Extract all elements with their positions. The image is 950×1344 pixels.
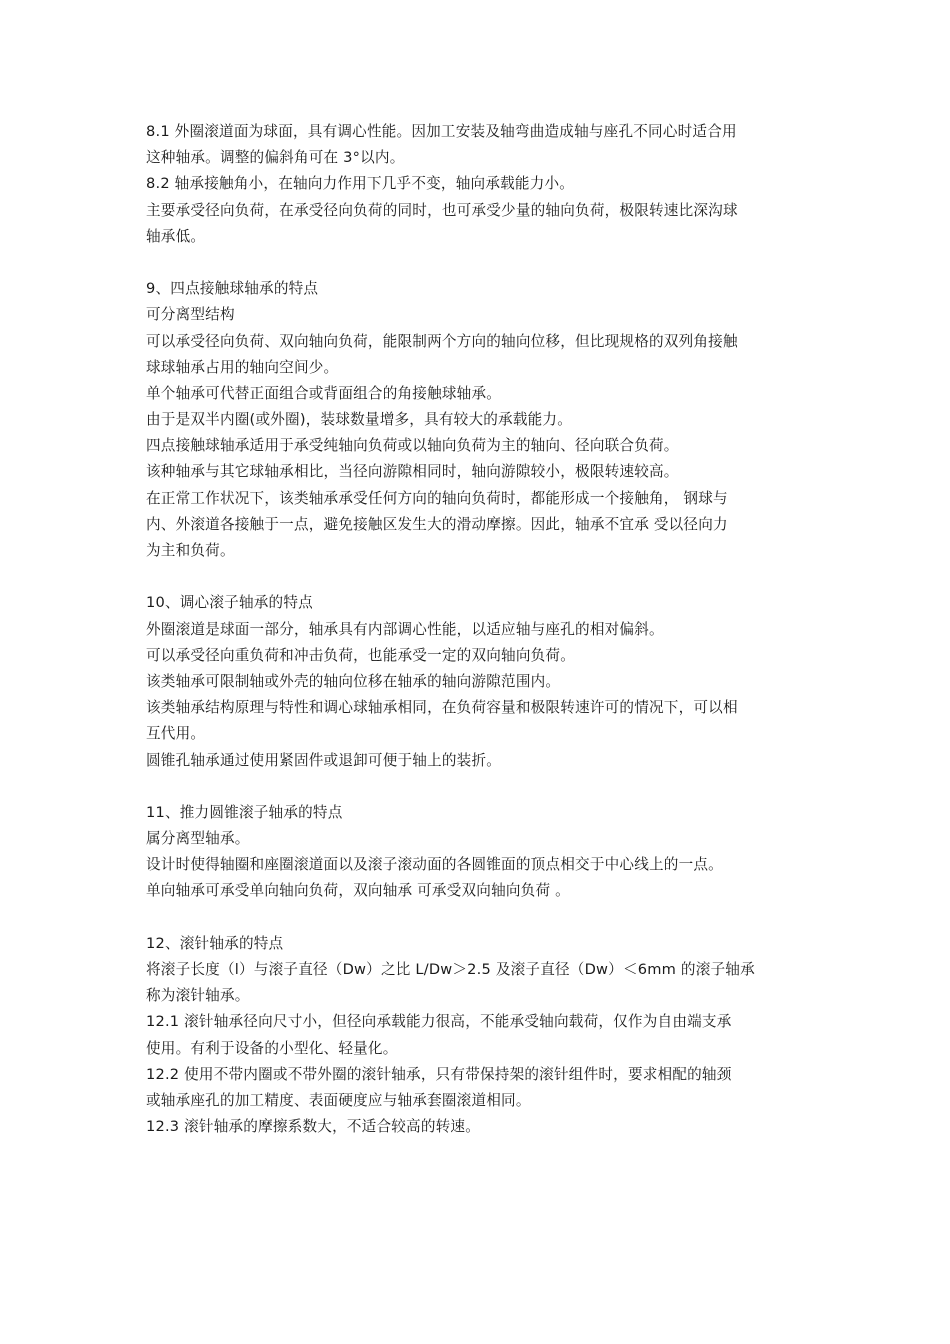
paragraph-line: 单个轴承可代替正面组合或背面组合的角接触球轴承。 bbox=[146, 384, 502, 402]
paragraph-line: 12.3 滚针轴承的摩擦系数大，不适合较高的转速。 bbox=[146, 1118, 481, 1136]
paragraph-line: 12.1 滚针轴承径向尺寸小，但径向承载能力很高，不能承受轴向载荷，仅作为自由端支承 bbox=[146, 1013, 732, 1031]
paragraph-line: 属分离型轴承。 bbox=[146, 830, 250, 848]
section-10 bbox=[146, 590, 816, 773]
paragraph-line: 这种轴承。调整的偏斜角可在 3°以内。 bbox=[146, 149, 405, 167]
paragraph-line: 圆锥孔轴承通过使用紧固件或退卸可便于轴上的装折。 bbox=[146, 751, 502, 769]
section-spacer bbox=[146, 774, 816, 800]
paragraph-line: 轴承低。 bbox=[146, 227, 206, 245]
paragraph-line: 该类轴承可限制轴或外壳的轴向位移在轴承的轴向游隙范围内。 bbox=[146, 672, 561, 690]
paragraph-line: 使用。有利于设备的小型化、轻量化。 bbox=[146, 1039, 398, 1057]
section-12 bbox=[146, 931, 816, 1141]
paragraph-line: 为主和负荷。 bbox=[146, 542, 235, 559]
paragraph-line: 8.1 外圈滚道面为球面，具有调心性能。因加工安装及轴弯曲造成轴与座孔不同心时适合用 bbox=[146, 123, 737, 140]
section-spacer bbox=[146, 564, 816, 590]
paragraph-line: 该类轴承结构原理与特性和调心球轴承相同，在负荷容量和极限转速许可的情况下，可以相 bbox=[146, 699, 738, 717]
document-page bbox=[146, 119, 816, 1140]
section-heading: 12、滚针轴承的特点 bbox=[146, 934, 284, 952]
paragraph-line: 该种轴承与其它球轴承相比，当径向游隙相同时，轴向游隙较小，极限转速较高。 bbox=[146, 463, 679, 481]
paragraph-line: 外圈滚道是球面一部分，轴承具有内部调心性能，以适应轴与座孔的相对偏斜。 bbox=[146, 620, 664, 638]
paragraph-line: 可以承受径向负荷、双向轴向负荷，能限制两个方向的轴向位移，但比现规格的双列角接触 bbox=[146, 332, 738, 350]
paragraph-line: 内、外滚道各接触于一点，避免接触区发生大的滑动摩擦。因此，轴承不宜承 受以径向力 bbox=[146, 515, 728, 533]
paragraph-line: 将滚子长度（l）与滚子直径（Dw）之比 L/Dw＞2.5 及滚子直径（Dw）＜6mm 的滚子轴承 bbox=[146, 961, 755, 978]
section-8 bbox=[146, 119, 816, 250]
section-heading: 11、推力圆锥滚子轴承的特点 bbox=[146, 803, 343, 821]
paragraph-line: 主要承受径向负荷，在承受径向负荷的同时，也可承受少量的轴向负荷，极限转速比深沟球 bbox=[146, 201, 738, 219]
paragraph-line: 设计时使得轴圈和座圈滚道面以及滚子滚动面的各圆锥面的顶点相交于中心线上的一点。 bbox=[146, 856, 723, 874]
section-9 bbox=[146, 276, 816, 564]
section-11 bbox=[146, 800, 816, 905]
paragraph-line: 单向轴承可承受单向轴向负荷，双向轴承 可承受双向轴向负荷 。 bbox=[146, 882, 570, 900]
paragraph-line: 四点接触球轴承适用于承受纯轴向负荷或以轴向负荷为主的轴向、径向联合负荷。 bbox=[146, 437, 679, 455]
paragraph-line: 8.2 轴承接触角小，在轴向力作用下几乎不变，轴向承载能力小。 bbox=[146, 175, 575, 193]
paragraph-line: 互代用。 bbox=[146, 725, 206, 743]
section-spacer bbox=[146, 905, 816, 931]
paragraph-line: 可以承受径向重负荷和冲击负荷，也能承受一定的双向轴向负荷。 bbox=[146, 646, 576, 664]
paragraph-line: 在正常工作状况下，该类轴承承受任何方向的轴向负荷时，都能形成一个接触角， 钢球与 bbox=[146, 489, 728, 507]
section-spacer bbox=[146, 250, 816, 276]
paragraph-line: 或轴承座孔的加工精度、表面硬度应与轴承套圈滚道相同。 bbox=[146, 1091, 531, 1109]
paragraph-line: 可分离型结构 bbox=[146, 306, 235, 324]
paragraph-line: 由于是双半内圈(或外圈)，装球数量增多，具有较大的承载能力。 bbox=[146, 411, 573, 429]
section-heading: 10、调心滚子轴承的特点 bbox=[146, 594, 313, 612]
paragraph-line: 称为滚针轴承。 bbox=[146, 987, 250, 1005]
paragraph-line: 球球轴承占用的轴向空间少。 bbox=[146, 358, 339, 376]
paragraph-line: 12.2 使用不带内圈或不带外圈的滚针轴承，只有带保持架的滚针组件时，要求相配的轴颈 bbox=[146, 1065, 732, 1083]
section-heading: 9、四点接触球轴承的特点 bbox=[146, 280, 319, 298]
